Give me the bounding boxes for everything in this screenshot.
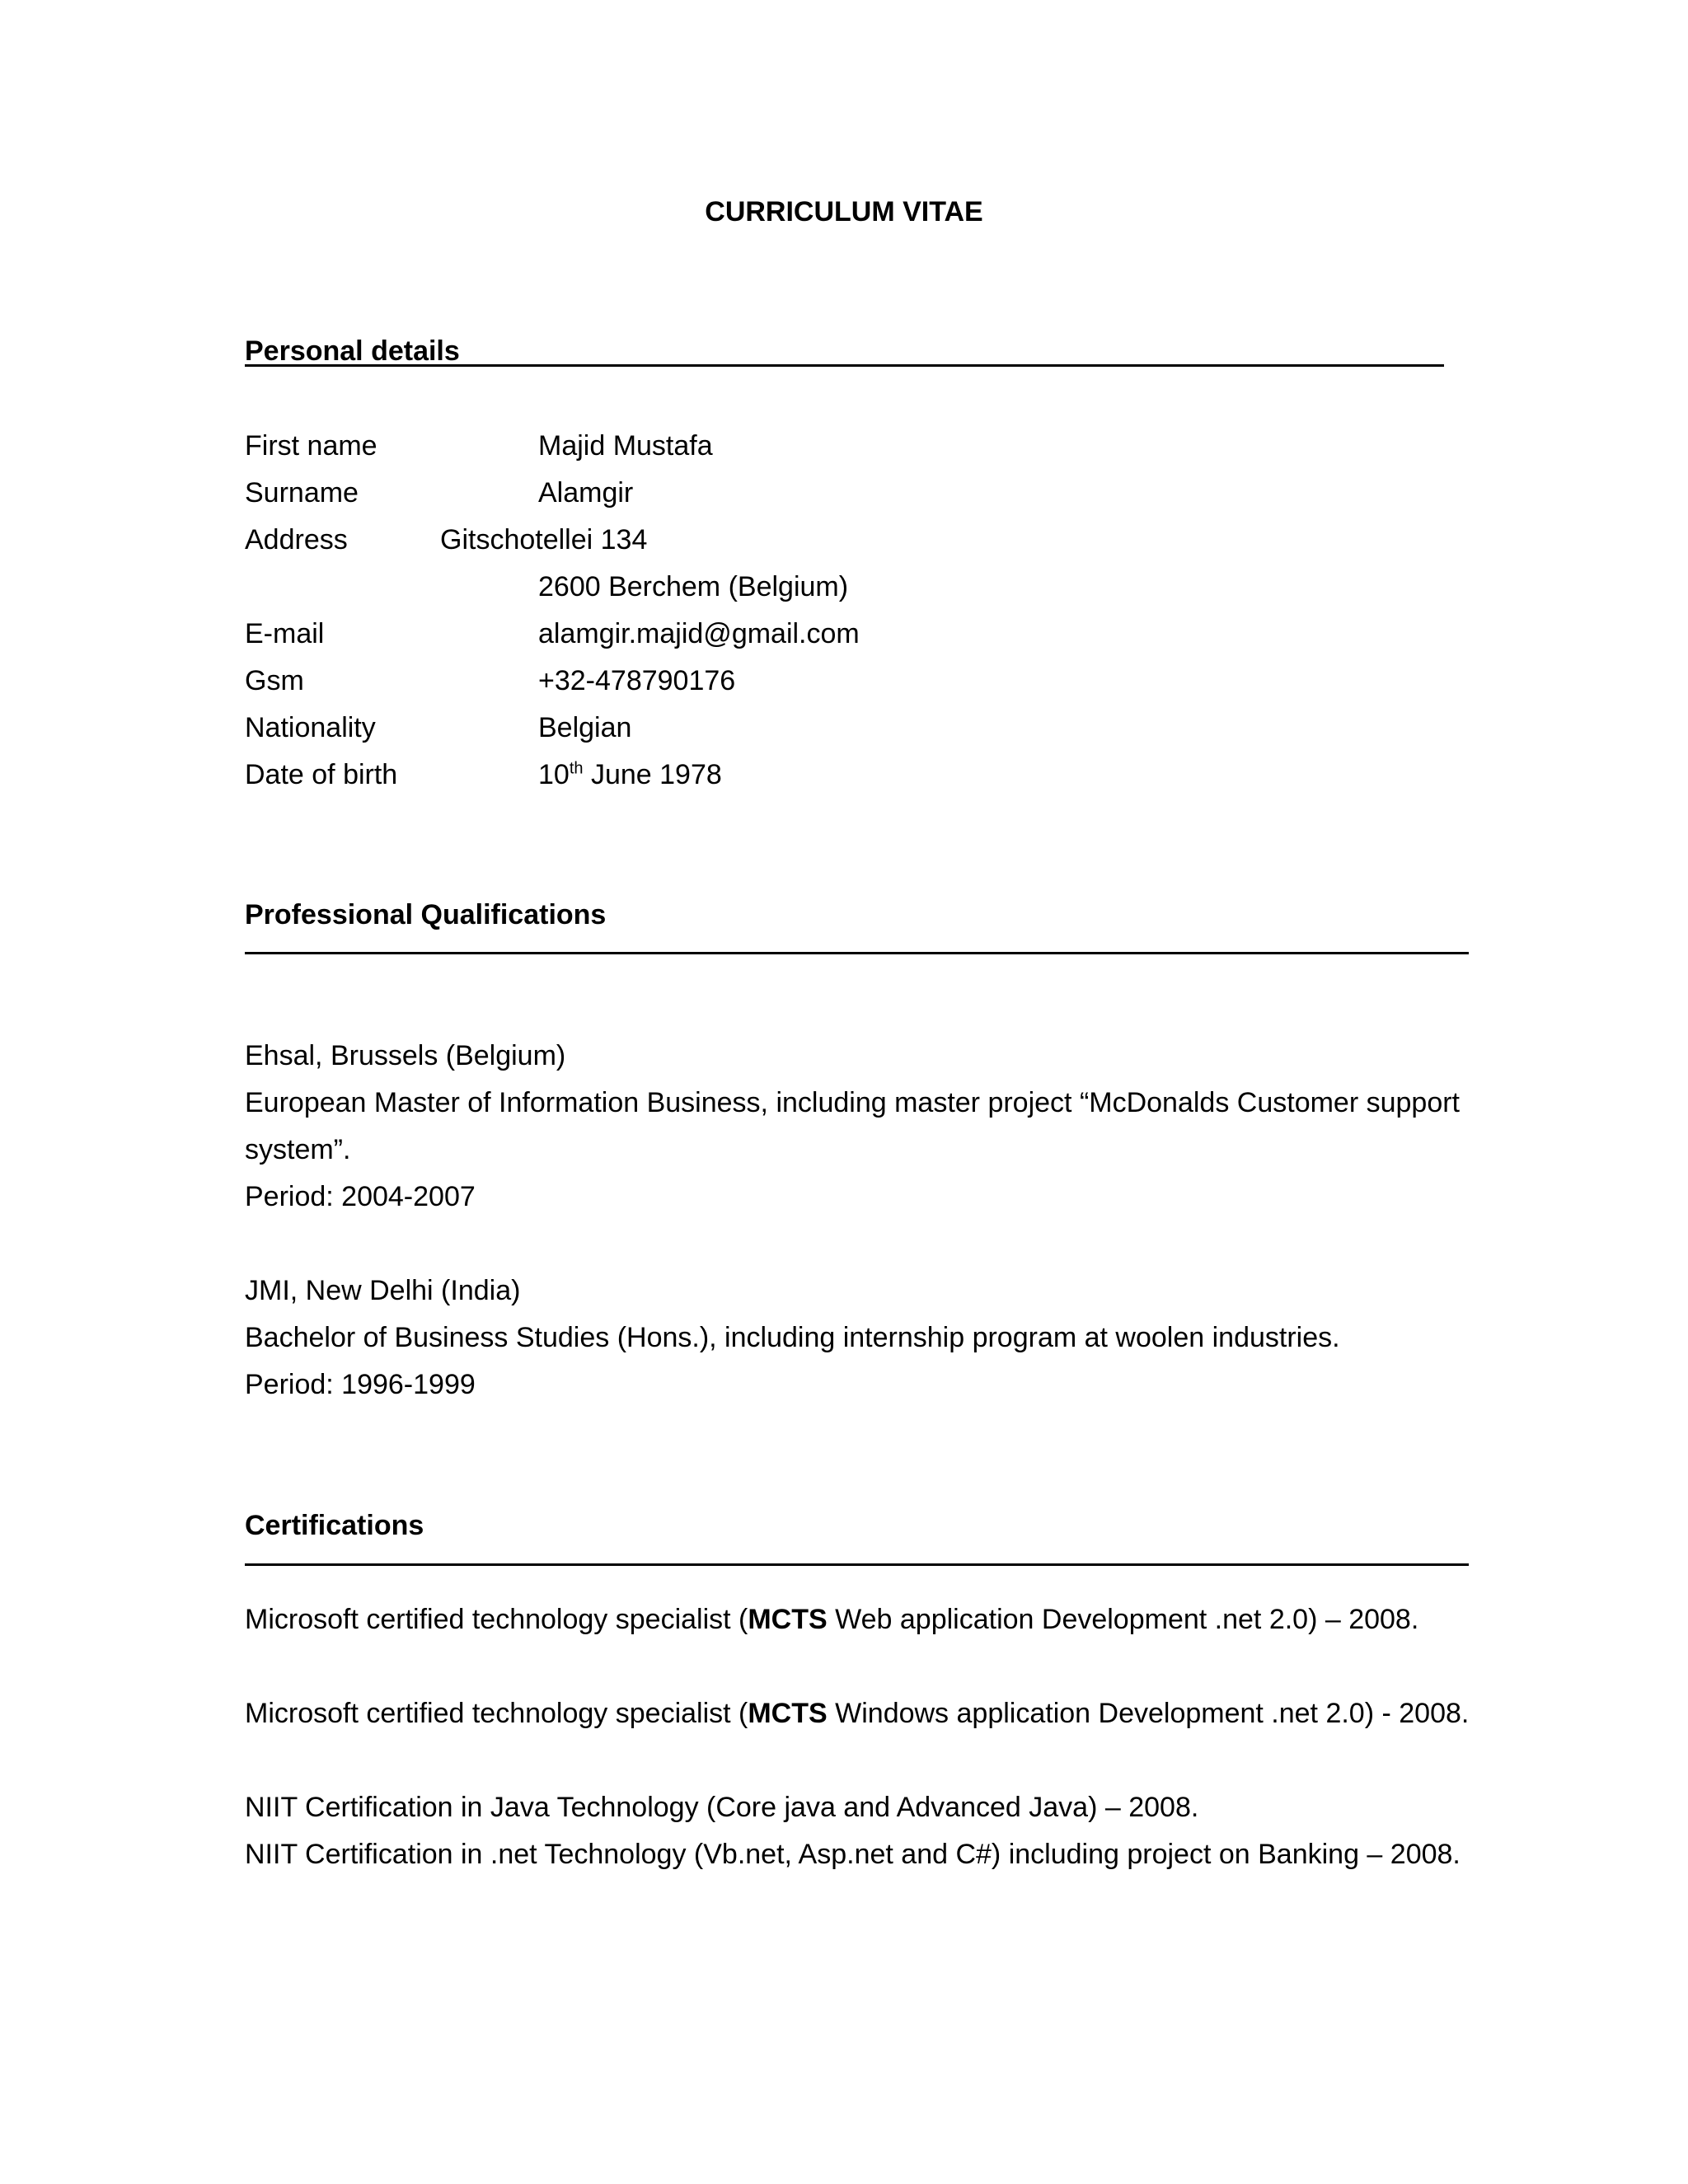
nationality-label: Nationality <box>245 712 376 743</box>
gsm-value: +32-478790176 <box>538 665 736 696</box>
certification-text: Microsoft certified technology specialist ( <box>245 1698 748 1729</box>
certification-item: NIIT Certification in .net Technology (Vb.net, Asp.net and C#) including project on Banking – 2008. <box>245 1839 1461 1870</box>
email-value: alamgir.majid@gmail.com <box>538 618 860 649</box>
qualification-1-description-cont: system”. <box>245 1134 351 1165</box>
surname-value: Alamgir <box>538 477 634 509</box>
dob-day-suffix: th <box>569 759 584 778</box>
certification-code: MCTS <box>748 1698 828 1729</box>
date-of-birth-label: Date of birth <box>245 759 398 790</box>
certifications-heading: Certifications <box>245 1510 424 1541</box>
first-name-value: Majid Mustafa <box>538 430 713 462</box>
personal-details-rule <box>245 364 1444 367</box>
certifications-rule <box>245 1563 1469 1566</box>
certification-text: Microsoft certified technology specialist ( <box>245 1604 748 1635</box>
qualification-2-period: Period: 1996-1999 <box>245 1369 476 1400</box>
date-of-birth-value <box>538 758 722 791</box>
personal-details-heading: Personal details <box>245 335 460 367</box>
qualification-1-institution: Ehsal, Brussels (Belgium) <box>245 1040 566 1071</box>
dob-day: 10 <box>538 759 570 790</box>
certification-code: MCTS <box>748 1604 828 1635</box>
surname-label: Surname <box>245 477 359 509</box>
address-label: Address <box>245 524 348 555</box>
gsm-label: Gsm <box>245 665 304 696</box>
document-title: CURRICULUM VITAE <box>705 196 983 227</box>
dob-rest: June 1978 <box>583 759 722 790</box>
nationality-value: Belgian <box>538 712 632 743</box>
certification-text: Web application Development .net 2.0) – 2008. <box>827 1604 1419 1635</box>
qualification-2-description: Bachelor of Business Studies (Hons.), including internship program at woolen industries. <box>245 1322 1340 1353</box>
email-label: E-mail <box>245 618 325 649</box>
certification-text: Windows application Development .net 2.0) - 2008. <box>827 1698 1470 1729</box>
certification-item: NIIT Certification in Java Technology (Core java and Advanced Java) – 2008. <box>245 1792 1199 1823</box>
qualification-2-institution: JMI, New Delhi (India) <box>245 1275 521 1306</box>
address-line2-value: 2600 Berchem (Belgium) <box>538 571 849 602</box>
qualification-1-description: European Master of Information Business, including master project “McDonalds Customer support <box>245 1087 1461 1118</box>
certification-item <box>245 1603 1418 1636</box>
first-name-label: First name <box>245 430 377 462</box>
professional-qualifications-rule <box>245 952 1469 954</box>
professional-qualifications-heading: Professional Qualifications <box>245 899 607 930</box>
qualification-1-period: Period: 2004-2007 <box>245 1181 476 1212</box>
certification-item <box>245 1697 1469 1730</box>
address-line1-value: Gitschotellei 134 <box>440 524 648 555</box>
